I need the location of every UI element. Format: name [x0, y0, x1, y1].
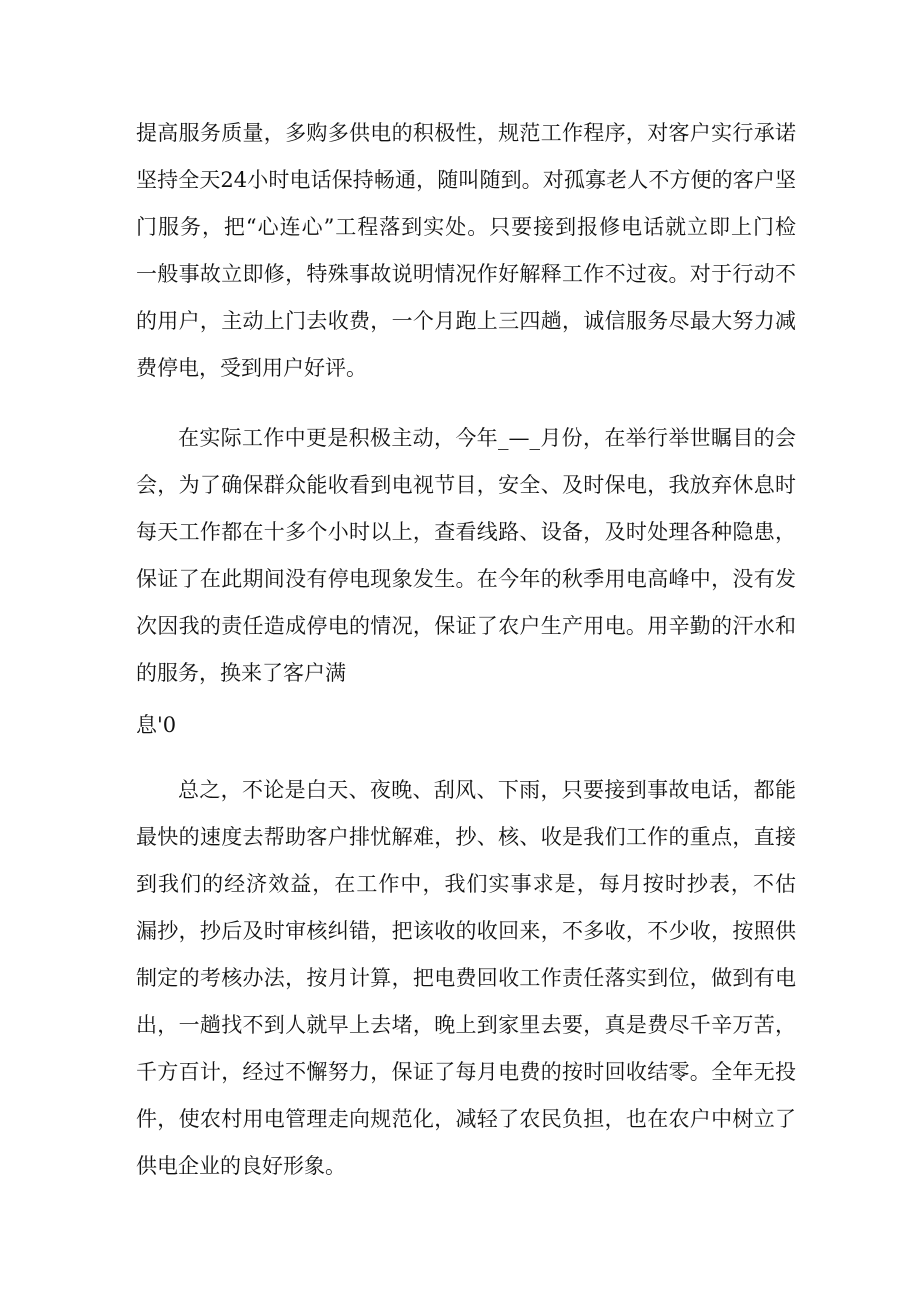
paragraph-1-line-1: 提高服务质量，多购多供电的积极性，规范工作程序，对客户实行承诺 — [136, 121, 796, 145]
paragraph-2-line-5: 次因我的责任造成停电的情况，保证了农户生产用电。用辛勤的汗水和 — [136, 614, 796, 638]
paragraph-3-line-8: 件，使农村用电管理走向规范化，减轻了农民负担，也在农户中树立了 — [136, 1107, 796, 1131]
paragraph-1-line-3: 门服务，把“心连心”工程落到实处。只要接到报修电话就立即上门检 — [136, 215, 796, 239]
paragraph-2-line-6: 的服务，换来了客户满 — [136, 661, 346, 685]
paragraph-3-line-3: 到我们的经济效益，在工作中，我们实事求是，每月按时抄表，不估 — [136, 872, 796, 896]
paragraph-2-line-3: 每天工作都在十多个小时以上，查看线路、设备，及时处理各种隐患， — [136, 520, 796, 544]
paragraph-3-line-1: 总之，不论是白天、夜晚、刮风、下雨，只要接到事故电话，都能 — [178, 778, 796, 802]
paragraph-3-line-4: 漏抄，抄后及时审核纠错，把该收的收回来，不多收，不少收，按照供 — [136, 919, 796, 943]
paragraph-1-line-5: 的用户，主动上门去收费，一个月跑上三四趟，诚信服务尽最大努力减 — [136, 309, 796, 333]
paragraph-2-line-4: 保证了在此期间没有停电现象发生。在今年的秋季用电高峰中，没有发 — [136, 567, 796, 591]
paragraph-3-line-5: 制定的考核办法，按月计算，把电费回收工作责任落实到位，做到有电 — [136, 966, 796, 990]
paragraph-1-line-6: 费停电，受到用户好评。 — [136, 356, 367, 380]
paragraph-3-line-2: 最快的速度去帮助客户排忧解难，抄、核、收是我们工作的重点，直接 — [136, 825, 796, 849]
fragment-line: 息'0 — [136, 713, 177, 737]
paragraph-3-line-9: 供电企业的良好形象。 — [136, 1154, 346, 1178]
paragraph-3-line-7: 千方百计，经过不懈努力，保证了每月电费的按时回收结零。全年无投 — [136, 1060, 796, 1084]
paragraph-1-line-2: 坚持全天24小时电话保持畅通，随叫随到。对孤寡老人不方便的客户坚 — [136, 168, 796, 192]
paragraph-3-line-6: 出，一趟找不到人就早上去堵，晚上到家里去要，真是费尽千辛万苦， — [136, 1013, 796, 1037]
paragraph-2-line-2: 会，为了确保群众能收看到电视节目，安全、及时保电，我放弃休息时 — [136, 473, 796, 497]
paragraph-2-line-1: 在实际工作中更是积极主动，今年_—_月份，在举行举世瞩目的会 — [178, 426, 796, 450]
paragraph-1-line-4: 一般事故立即修，特殊事故说明情况作好解释工作不过夜。对于行动不 — [136, 262, 796, 286]
